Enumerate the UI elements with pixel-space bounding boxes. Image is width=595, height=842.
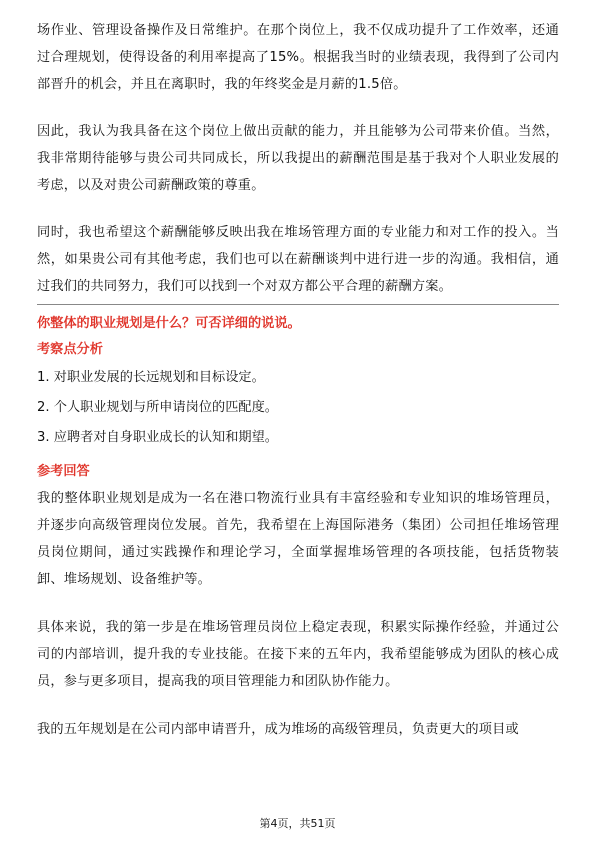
reference-paragraph: 我的整体职业规划是成为一名在港口物流行业具有丰富经验和专业知识的堆场管理员，并逐步向高级管理岗位发展。首先，我希望在上海国际港务（集团）公司担任堆场管理员岗位期间，通过实践操作和理论学习，全面掌握堆场管理的各项技能，包括货物装卸、堆场规划、设备维护等。 — [37, 491, 559, 587]
page-number: 第4页，共51页 — [259, 817, 336, 830]
analysis-item: 3. 应聘者对自身职业成长的认知和期望。 — [37, 430, 278, 445]
body-paragraph: 场作业、管理设备操作及日常维护。在那个岗位上，我不仅成功提升了工作效率，还通过合理规划，使得设备的利用率提高了15%。根据我当时的业绩表现，我得到了公司内部晋升的机会，并且在离职时，我的年终奖金是月薪的1.5倍。 — [37, 23, 559, 92]
reference-paragraph: 我的五年规划是在公司内部申请晋升，成为堆场的高级管理员，负责更大的项目或 — [37, 722, 519, 737]
analysis-heading: 考察点分析 — [37, 342, 103, 357]
analysis-item: 2. 个人职业规划与所申请岗位的匹配度。 — [37, 400, 278, 415]
analysis-item: 1. 对职业发展的长远规划和目标设定。 — [37, 370, 265, 385]
body-paragraph: 因此，我认为我具备在这个岗位上做出贡献的能力，并且能够为公司带来价值。当然，我非常期待能够与贵公司共同成长，所以我提出的薪酬范围是基于我对个人职业发展的考虑，以及对贵公司薪酬政策的尊重。 — [37, 124, 559, 193]
body-paragraph: 同时，我也希望这个薪酬能够反映出我在堆场管理方面的专业能力和对工作的投入。当然，如果贵公司有其他考虑，我们也可以在薪酬谈判中进行进一步的沟通。我相信，通过我们的共同努力，我们可以找到一个对双方都公平合理的薪酬方案。 — [37, 225, 559, 294]
reference-heading: 参考回答 — [37, 464, 90, 479]
reference-paragraph: 具体来说，我的第一步是在堆场管理员岗位上稳定表现，积累实际操作经验，并通过公司的内部培训，提升我的专业技能。在接下来的五年内，我希望能够成为团队的核心成员，参与更多项目，提高我的项目管理能力和团队协作能力。 — [37, 620, 559, 689]
section-divider — [37, 304, 559, 305]
interview-question: 你整体的职业规划是什么？可否详细的说说。 — [37, 316, 301, 331]
page-content — [37, 17, 559, 743]
